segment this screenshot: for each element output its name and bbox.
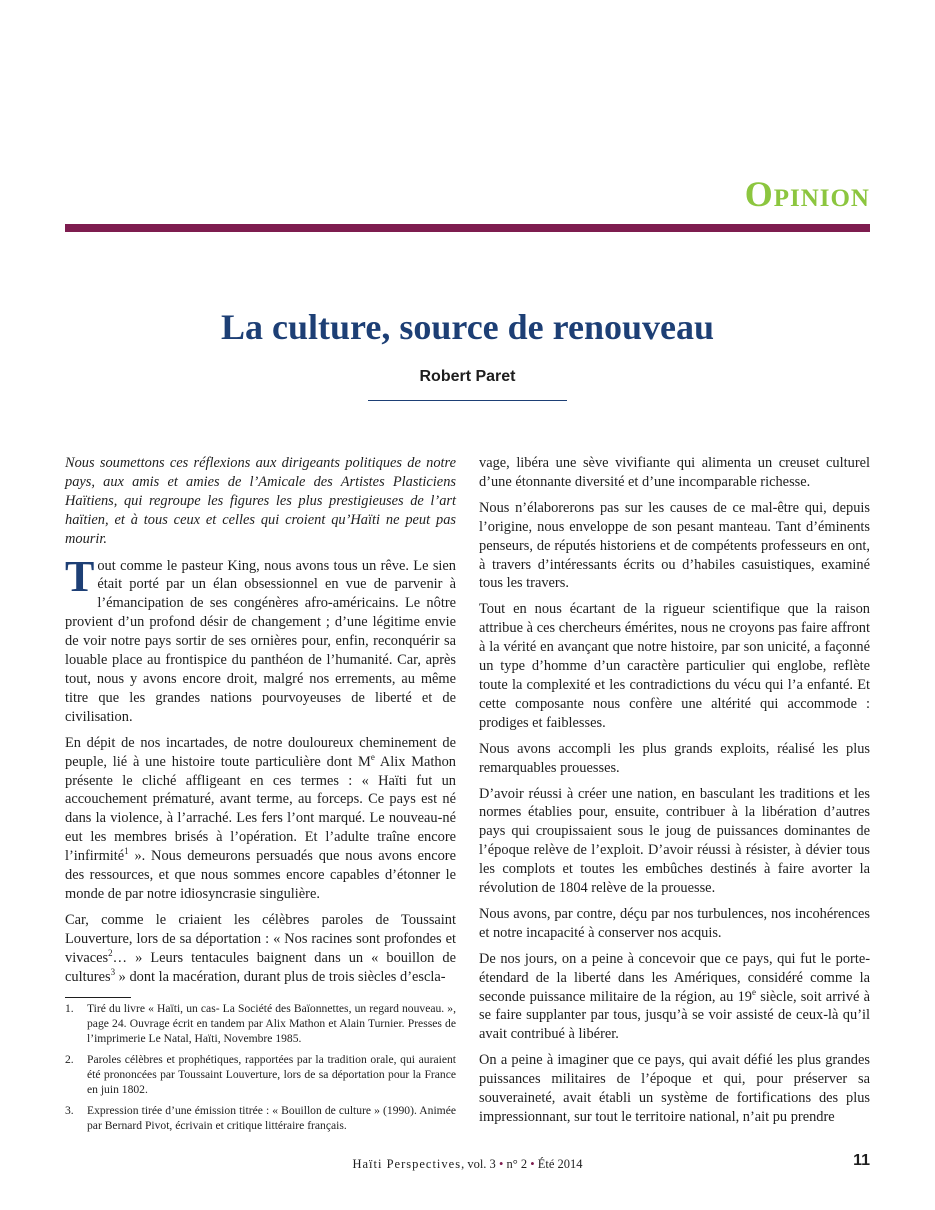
column-right bbox=[479, 454, 870, 1134]
header-rule bbox=[65, 224, 870, 232]
footnote bbox=[65, 1001, 456, 1046]
magazine-name: Haïti Perspectives bbox=[352, 1157, 462, 1171]
paragraph-text: » dont la macération, durant plus de trois siècles d’escla- bbox=[115, 968, 446, 985]
footnote-ref[interactable]: 3 bbox=[110, 966, 116, 977]
author-rule bbox=[368, 400, 567, 401]
superscript: e bbox=[751, 986, 756, 997]
paragraph-text: … » Leurs tentacules baignent dans un « bouillon de cultures bbox=[65, 949, 456, 985]
paragraph-text: Alix Mathon présente le cliché affligeant en ces termes : « Haïti fut un accouchement prématuré, avant terme, au forceps. Ce pays est né dans la violence, à l’arraché. Les fers l’ont marqué. Le nouveau-né eut les membres brisés à l’opération. Et l’adulte traîne encore l’infirmité bbox=[65, 753, 456, 865]
paragraph: On a peine à imaginer que ce pays, qui avait défié les plus grandes puissances militaires de l’époque et qui, pour préserver sa souveraineté, avait établi un système de fortifications des plus impressionnant, sur tout le territoire national, n’ait pu prendre bbox=[479, 1052, 870, 1125]
paragraph: Nous n’élaborerons pas sur les causes de ce mal-être qui, depuis l’origine, nous enveloppe de son pesant manteau. Tant d’éminents penseurs, de réputés historiens et de compétents professeurs en ont, à travers d’intéressants écrits ou d’habiles casuistiques, examiné tous les travers. bbox=[479, 499, 870, 592]
paragraph: Tout en nous écartant de la rigueur scientifique que la raison attribue à ces chercheurs émérites, nous ne croyons pas faire affront à la vérité en avançant que notre histoire, par son unicité, a façonné un type d’homme d’un caractère particulier qui englobe, reflète toute la complexité et les contradictions du vécu qui l’a enfanté. Et cette composante nous confère une altérité qui accommode : prodiges et faiblesses. bbox=[479, 601, 870, 731]
footnote-text: Expression tirée d’une émission titrée : « Bouillon de culture » (1990). Animée par Bernard Pivot, écrivain et critique littéraire français. bbox=[87, 1104, 456, 1132]
paragraph: Nous avons, par contre, déçu par nos turbulences, nos incohérences et notre incapacité à conserver nos acquis. bbox=[479, 905, 870, 941]
paragraph bbox=[65, 551, 456, 727]
footnote-number: 2. bbox=[65, 1053, 74, 1066]
paragraph: Nous avons accompli les plus grands exploits, réalisé les plus remarquables prouesses. bbox=[479, 740, 870, 776]
issue: n° 2 bbox=[506, 1157, 528, 1171]
paragraph-text: siècle, soit arrivé à se faire supplanter par tous, jusqu’à se voir assisté de ceux-là qu’il avait contribué à libérer. bbox=[479, 988, 870, 1043]
paragraph bbox=[65, 734, 456, 904]
footnote-number: 3. bbox=[65, 1104, 74, 1117]
article-intro: Nous soumettons ces réflexions aux dirigeants politiques de notre pays, aux amis et amies de l’Amicale des Artistes Plasticiens Haïtiens, qui regroupe les figures les plus prestigieuses de l’art haïtien, et à tous ceux et celles qui croient qu’Haïti ne peut pas mourir. bbox=[65, 455, 456, 547]
separator: • bbox=[527, 1157, 538, 1171]
superscript: e bbox=[370, 751, 375, 762]
paragraph: vage, libéra une sève vivifiante qui alimenta un creuset culturel d’une étonnante diversité et d’une incomparable richesse. bbox=[479, 455, 870, 490]
paragraph-text: Car, comme le criaient les célèbres paroles de Toussaint Louverture, lors de sa déportation : « Nos racines sont profondes et vivaces bbox=[65, 911, 456, 966]
footnote bbox=[65, 1103, 456, 1133]
footnote bbox=[65, 1052, 456, 1097]
paragraph-text: De nos jours, on a peine à concevoir que ce pays, qui fut le porte-étendard de la liberté dans les Amériques, considéré comme la seconde puissance militaire de la région, au 19 bbox=[479, 950, 870, 1005]
paragraph-text: En dépit de nos incartades, de notre douloureux cheminement de peuple, lié à une histoire toute particulière dont M bbox=[65, 734, 456, 770]
footnote-ref[interactable]: 2 bbox=[108, 947, 113, 958]
footnote-ref[interactable]: 1 bbox=[124, 846, 129, 857]
article-author: Robert Paret bbox=[419, 368, 516, 385]
footnotes bbox=[65, 1001, 456, 1139]
separator: • bbox=[495, 1157, 507, 1171]
footnote-text: Paroles célèbres et prophétiques, rapportées par la tradition orale, qui auraient été prononcées par Toussaint Louverture, lors de sa déportation pour la France en juin 1802. bbox=[87, 1053, 456, 1096]
paragraph-text: out comme le pasteur King, nous avons tous un rêve. Le sien était porté par un élan obsessionnel en vue de parvenir à l’émancipation de ses congénères afro-américains. Le nôtre provient d’un profond désir de changement ; d’une légitime envie de voir notre pays sortir de ses ornières pour, enfin, reconquérir sa louable place au frontispice du panthéon de l’humanité. Car, après tout, nous y avons encore droit, malgré nos errements, au même titre que les grandes nations pourvoyeuses de liberté et de civilisation. bbox=[65, 557, 456, 725]
page-footer bbox=[0, 1157, 935, 1172]
footnote-number: 1. bbox=[65, 1002, 74, 1015]
paragraph bbox=[479, 950, 870, 1045]
column-left bbox=[65, 454, 456, 993]
article-title: La culture, source de renouveau bbox=[221, 307, 714, 347]
paragraph-text: ». Nous demeurons persuadés que nous avons encore des ressources, et que nous sommes encore capables d’étonner le monde de par notre idiosyncrasie singulière. bbox=[65, 848, 456, 902]
section-label: Opinion bbox=[744, 174, 870, 214]
paragraph bbox=[65, 911, 456, 987]
paragraph: D’avoir réussi à créer une nation, en basculant les traditions et les normes établies pour, ensuite, contribuer à la libération d’autres pays qui croupissaient sous le joug de puissances dominantes de l’époque relève de l’exploit. D’avoir réussi à résister, à dévier tous les complots et toutes les embûches destinés à faire avorter la révolution de 1804 relève de la prouesse. bbox=[479, 785, 870, 897]
page-number: 11 bbox=[853, 1152, 870, 1169]
footnote-rule bbox=[65, 997, 131, 998]
drop-cap: T bbox=[65, 551, 95, 601]
footnote-text: Tiré du livre « Haïti, un cas- La Société des Baïonnettes, un regard nouveau. », page 24. Ouvrage écrit en tandem par Alix Mathon et Alain Turnier. Presses de l’imprimerie Le Natal, Haïti, Novembre 1985. bbox=[87, 1002, 456, 1045]
season: Été 2014 bbox=[537, 1157, 583, 1171]
volume: , vol. 3 bbox=[461, 1157, 496, 1171]
